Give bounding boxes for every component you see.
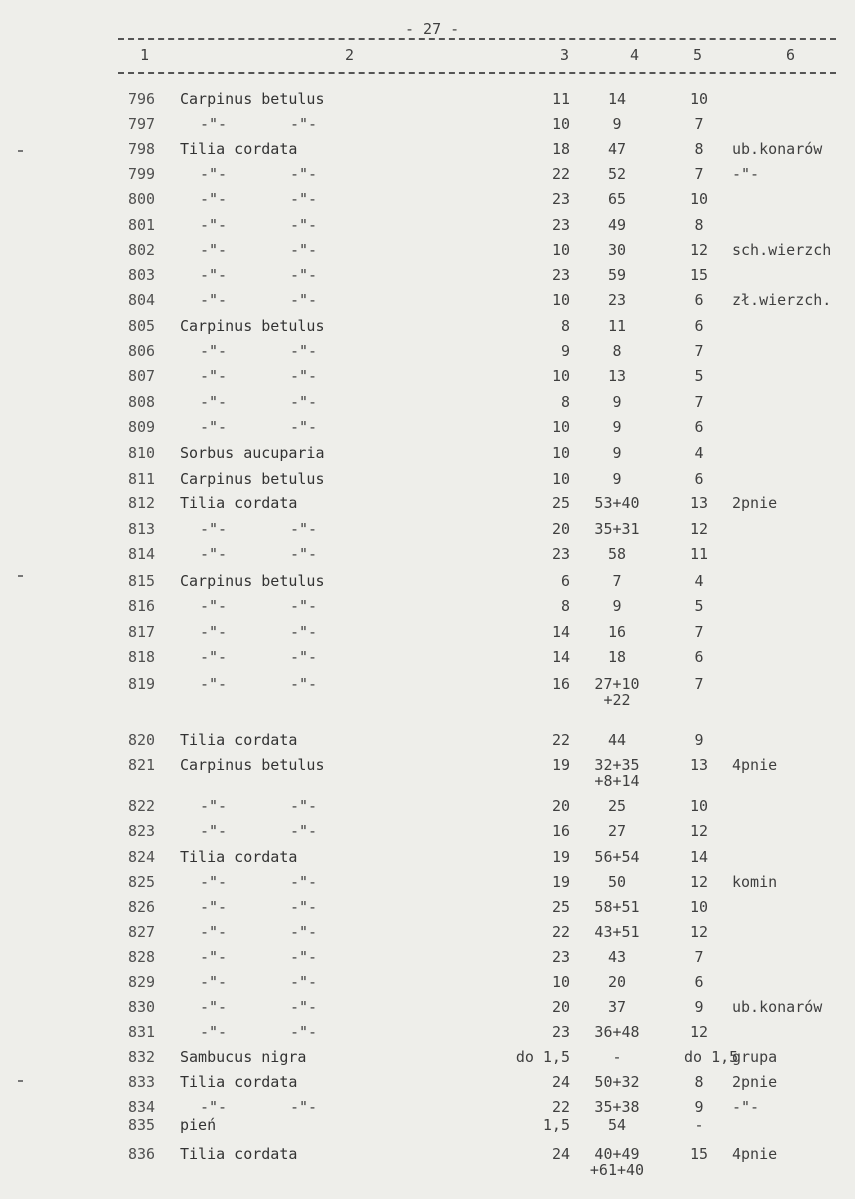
col-3-value: 8 <box>560 597 570 615</box>
ditto-mark: -"- <box>200 418 228 436</box>
ditto-mark: -"- <box>200 367 228 385</box>
col-5-value: 15 <box>689 1145 709 1163</box>
col-4-value: 18 <box>607 648 627 666</box>
col-3-value: 14 <box>551 648 570 666</box>
col-4-value: 9 <box>612 444 622 462</box>
row-number: 797 <box>128 115 156 133</box>
ditto-mark: -"- <box>290 973 318 991</box>
ditto-mark: -"- <box>200 115 228 133</box>
ditto-mark: -"- <box>290 216 318 234</box>
col-3-value: 20 <box>551 520 570 538</box>
col-5-value: 12 <box>689 822 709 840</box>
col-5-value: 7 <box>694 115 704 133</box>
note: grupa <box>732 1048 778 1066</box>
row-number: 834 <box>128 1098 156 1116</box>
ditto-mark: -"- <box>200 597 228 615</box>
ditto-mark: -"- <box>200 216 228 234</box>
col-4-value: 32+35 <box>594 756 640 774</box>
col-4-value: 16 <box>607 623 627 641</box>
col-3-value: 23 <box>551 545 570 563</box>
col-5-value: 6 <box>694 418 704 436</box>
ditto-mark: -"- <box>200 898 228 916</box>
row-number: 832 <box>128 1048 156 1066</box>
table-row <box>0 317 855 342</box>
row-number: 830 <box>128 998 156 1016</box>
col-4-value: 56+54 <box>594 848 640 866</box>
table-row <box>0 756 855 790</box>
row-number: 796 <box>128 90 156 108</box>
header-col-2: 2 <box>345 46 355 64</box>
col-4-value: 50 <box>607 873 627 891</box>
ditto-mark: -"- <box>290 367 318 385</box>
ditto-mark: -"- <box>290 1098 318 1116</box>
table-row <box>0 998 855 1023</box>
table-row <box>0 1023 855 1048</box>
col-5-value: - <box>694 1116 704 1134</box>
col-4-value: 8 <box>612 342 622 360</box>
col-3-value: 9 <box>560 342 570 360</box>
col-4-value: 65 <box>607 190 627 208</box>
species-name: Tilia cordata <box>180 494 298 512</box>
note: ub.konarów <box>732 140 823 158</box>
col-3-value: 20 <box>551 797 570 815</box>
col-4-value: 14 <box>607 90 627 108</box>
col-5-value: 9 <box>694 998 704 1016</box>
col-4-value: 30 <box>607 241 627 259</box>
row-number: 835 <box>128 1116 156 1134</box>
species-name: Carpinus betulus <box>180 572 325 590</box>
table-row <box>0 623 855 648</box>
row-number: 805 <box>128 317 156 335</box>
col-5-value: 10 <box>689 898 709 916</box>
ditto-mark: -"- <box>200 393 228 411</box>
table-row <box>0 675 855 709</box>
ditto-mark: -"- <box>290 998 318 1016</box>
species-name: Carpinus betulus <box>180 756 325 774</box>
col-5-value: 13 <box>689 756 709 774</box>
header-col-6: 6 <box>786 46 796 64</box>
col-5-value: 10 <box>689 190 709 208</box>
col-5-value: 12 <box>689 520 709 538</box>
col-5-value: 12 <box>689 873 709 891</box>
ditto-mark: -"- <box>290 923 318 941</box>
col-4-value: 35+38 <box>594 1098 640 1116</box>
col-3-value: 10 <box>551 241 570 259</box>
ditto-mark: -"- <box>200 998 228 1016</box>
col-3-value: 8 <box>560 317 570 335</box>
col-4-value: 20 <box>607 973 627 991</box>
col-5-value: 8 <box>694 1073 704 1091</box>
col-4-value: 53+40 <box>594 494 640 512</box>
table-row <box>0 797 855 822</box>
species-name: Carpinus betulus <box>180 470 325 488</box>
ditto-mark: -"- <box>290 898 318 916</box>
col-5-value: 6 <box>694 470 704 488</box>
ditto-mark: -"- <box>290 1023 318 1041</box>
col-4-value: 49 <box>607 216 627 234</box>
species-name: Carpinus betulus <box>180 90 325 108</box>
ditto-mark: -"- <box>200 520 228 538</box>
col-5-value: 10 <box>689 797 709 815</box>
col-3-value: 22 <box>551 1098 570 1116</box>
table-row <box>0 898 855 923</box>
table-row <box>0 367 855 392</box>
col-4-continuation: +22 <box>603 691 631 709</box>
table-row <box>0 393 855 418</box>
col-3-value: 22 <box>551 731 570 749</box>
ditto-mark: -"- <box>200 797 228 815</box>
col-5-value: 8 <box>694 140 704 158</box>
col-4-value: 40+49 <box>594 1145 640 1163</box>
table-row <box>0 545 855 570</box>
col-4-value: 54 <box>607 1116 627 1134</box>
col-5-value: 12 <box>689 923 709 941</box>
ditto-mark: -"- <box>290 291 318 309</box>
table-row <box>0 572 855 597</box>
header-col-1: 1 <box>140 46 150 64</box>
col-3-value: 1,5 <box>542 1116 570 1134</box>
ditto-mark: -"- <box>290 623 318 641</box>
table-row <box>0 90 855 115</box>
col-3-value: 23 <box>551 190 570 208</box>
col-3-value: 24 <box>551 1145 570 1163</box>
row-number: 836 <box>128 1145 156 1163</box>
row-number: 807 <box>128 367 156 385</box>
species-name: Tilia cordata <box>180 731 298 749</box>
col-4-value: 37 <box>607 998 627 1016</box>
species-name: Tilia cordata <box>180 1145 298 1163</box>
col-4-value: 43+51 <box>594 923 640 941</box>
table-row <box>0 648 855 673</box>
ditto-mark: -"- <box>290 520 318 538</box>
table-row <box>0 190 855 215</box>
page-number: - 27 - <box>405 20 460 38</box>
table-row <box>0 494 855 519</box>
table-row <box>0 342 855 367</box>
row-number: 803 <box>128 266 156 284</box>
row-number: 814 <box>128 545 156 563</box>
ditto-mark: -"- <box>290 165 318 183</box>
table-row <box>0 418 855 443</box>
note: 4pnie <box>732 1145 778 1163</box>
col-3-value: 25 <box>551 898 570 916</box>
ditto-mark: -"- <box>200 190 228 208</box>
col-5-value: 7 <box>694 165 704 183</box>
table-row <box>0 1048 855 1073</box>
col-3-value: do 1,5 <box>515 1048 570 1066</box>
ditto-mark: -"- <box>200 822 228 840</box>
col-5-value: 6 <box>694 291 704 309</box>
col-5-value: 5 <box>694 597 704 615</box>
col-4-value: 52 <box>607 165 627 183</box>
ditto-mark: -"- <box>290 948 318 966</box>
ditto-mark: -"- <box>200 1098 228 1116</box>
col-3-value: 16 <box>551 675 570 693</box>
row-number: 827 <box>128 923 156 941</box>
col-4-value: 50+32 <box>594 1073 640 1091</box>
ditto-mark: -"- <box>290 597 318 615</box>
note: zł.wierzch. <box>732 291 832 309</box>
col-4-value: 27 <box>607 822 627 840</box>
row-number: 809 <box>128 418 156 436</box>
col-3-value: 10 <box>551 444 570 462</box>
col-4-value: 9 <box>612 418 622 436</box>
col-3-value: 22 <box>551 165 570 183</box>
col-3-value: 10 <box>551 418 570 436</box>
col-3-value: 19 <box>551 848 570 866</box>
col-5-value: 4 <box>694 444 704 462</box>
col-4-value: 35+31 <box>594 520 640 538</box>
table-row <box>0 731 855 756</box>
ditto-mark: -"- <box>200 165 228 183</box>
row-number: 824 <box>128 848 156 866</box>
row-number: 820 <box>128 731 156 749</box>
row-number: 819 <box>128 675 156 693</box>
ditto-mark: -"- <box>290 393 318 411</box>
col-4-continuation: +61+40 <box>589 1161 645 1179</box>
header-col-5: 5 <box>693 46 703 64</box>
table-row <box>0 1073 855 1098</box>
col-5-value: 7 <box>694 623 704 641</box>
col-3-value: 14 <box>551 623 570 641</box>
table-row <box>0 241 855 266</box>
species-name: Sambucus nigra <box>180 1048 307 1066</box>
ditto-mark: -"- <box>290 675 318 693</box>
col-3-value: 6 <box>560 572 570 590</box>
species-name: Tilia cordata <box>180 140 298 158</box>
col-5-value: 14 <box>689 848 709 866</box>
col-3-value: 20 <box>551 998 570 1016</box>
col-3-value: 22 <box>551 923 570 941</box>
col-5-value: 15 <box>689 266 709 284</box>
table-row <box>0 444 855 469</box>
col-5-value: 11 <box>689 545 709 563</box>
ditto-mark: -"- <box>290 545 318 563</box>
col-5-value: 6 <box>694 317 704 335</box>
species-name: Sorbus aucuparia <box>180 444 325 462</box>
col-3-value: 10 <box>551 291 570 309</box>
col-3-value: 11 <box>551 90 570 108</box>
col-3-value: 24 <box>551 1073 570 1091</box>
row-number: 817 <box>128 623 156 641</box>
col-4-value: 9 <box>612 597 622 615</box>
col-4-value: 27+10 <box>594 675 640 693</box>
row-number: 802 <box>128 241 156 259</box>
species-name: Tilia cordata <box>180 848 298 866</box>
ditto-mark: -"- <box>290 190 318 208</box>
note: -"- <box>732 1098 760 1116</box>
note: 4pnie <box>732 756 778 774</box>
col-5-value: 5 <box>694 367 704 385</box>
col-5-value: 10 <box>689 90 709 108</box>
table-row <box>0 291 855 316</box>
species-name: Tilia cordata <box>180 1073 298 1091</box>
table-row <box>0 470 855 495</box>
ditto-mark: -"- <box>290 648 318 666</box>
table-row <box>0 140 855 165</box>
header-col-4: 4 <box>630 46 640 64</box>
note: 2pnie <box>732 494 778 512</box>
row-number: 823 <box>128 822 156 840</box>
col-5-value: 7 <box>694 948 704 966</box>
col-3-value: 25 <box>551 494 570 512</box>
ditto-mark: -"- <box>290 797 318 815</box>
header-rule-bottom <box>118 72 836 74</box>
col-3-value: 23 <box>551 1023 570 1041</box>
row-number: 825 <box>128 873 156 891</box>
row-number: 812 <box>128 494 156 512</box>
col-3-value: 8 <box>560 393 570 411</box>
col-5-value: 7 <box>694 393 704 411</box>
col-4-value: 9 <box>612 393 622 411</box>
table-row <box>0 1145 855 1179</box>
col-4-value: - <box>612 1048 622 1066</box>
table-row <box>0 822 855 847</box>
col-3-value: 10 <box>551 973 570 991</box>
species-name: pień <box>180 1116 217 1134</box>
row-number: 800 <box>128 190 156 208</box>
col-4-value: 7 <box>612 572 622 590</box>
col-4-value: 9 <box>612 115 622 133</box>
note: komin <box>732 873 778 891</box>
col-3-value: 23 <box>551 216 570 234</box>
ditto-mark: -"- <box>290 266 318 284</box>
col-3-value: 18 <box>551 140 570 158</box>
row-number: 798 <box>128 140 156 158</box>
col-3-value: 10 <box>551 470 570 488</box>
col-5-value: 12 <box>689 1023 709 1041</box>
ditto-mark: -"- <box>290 418 318 436</box>
ditto-mark: -"- <box>290 241 318 259</box>
col-3-value: 10 <box>551 115 570 133</box>
col-5-value: 8 <box>694 216 704 234</box>
ditto-mark: -"- <box>200 623 228 641</box>
col-3-value: 10 <box>551 367 570 385</box>
ditto-mark: -"- <box>290 822 318 840</box>
species-name: Carpinus betulus <box>180 317 325 335</box>
header-col-3: 3 <box>560 46 570 64</box>
ditto-mark: -"- <box>200 675 228 693</box>
table-row <box>0 973 855 998</box>
col-4-value: 43 <box>607 948 627 966</box>
col-4-value: 36+48 <box>594 1023 640 1041</box>
col-5-value: do 1,5 <box>684 1048 739 1066</box>
note: 2pnie <box>732 1073 778 1091</box>
ditto-mark: -"- <box>200 948 228 966</box>
ditto-mark: -"- <box>200 291 228 309</box>
row-number: 821 <box>128 756 156 774</box>
table-row <box>0 520 855 545</box>
row-number: 829 <box>128 973 156 991</box>
col-4-value: 23 <box>607 291 627 309</box>
ditto-mark: -"- <box>200 923 228 941</box>
row-number: 833 <box>128 1073 156 1091</box>
row-number: 831 <box>128 1023 156 1041</box>
table-row <box>0 216 855 241</box>
table-row <box>0 266 855 291</box>
table-row <box>0 948 855 973</box>
note: ub.konarów <box>732 998 823 1016</box>
ditto-mark: -"- <box>200 973 228 991</box>
row-number: 806 <box>128 342 156 360</box>
row-number: 828 <box>128 948 156 966</box>
ditto-mark: -"- <box>290 342 318 360</box>
row-number: 813 <box>128 520 156 538</box>
col-5-value: 12 <box>689 241 709 259</box>
note: -"- <box>732 165 760 183</box>
col-4-continuation: +8+14 <box>594 772 640 790</box>
col-3-value: 19 <box>551 873 570 891</box>
col-5-value: 4 <box>694 572 704 590</box>
col-5-value: 7 <box>694 675 704 693</box>
ditto-mark: -"- <box>200 545 228 563</box>
ditto-mark: -"- <box>290 115 318 133</box>
table-row <box>0 1116 855 1141</box>
table-row <box>0 848 855 873</box>
row-number: 808 <box>128 393 156 411</box>
row-number: 810 <box>128 444 156 462</box>
col-3-value: 23 <box>551 948 570 966</box>
row-number: 811 <box>128 470 156 488</box>
ditto-mark: -"- <box>200 873 228 891</box>
col-4-value: 13 <box>607 367 627 385</box>
col-5-value: 9 <box>694 1098 704 1116</box>
row-number: 815 <box>128 572 156 590</box>
col-4-value: 11 <box>607 317 627 335</box>
col-4-value: 58+51 <box>594 898 640 916</box>
ditto-mark: -"- <box>200 241 228 259</box>
header-rule-top <box>118 38 836 40</box>
col-5-value: 13 <box>689 494 709 512</box>
col-5-value: 6 <box>694 648 704 666</box>
note: sch.wierzch <box>732 241 832 259</box>
col-3-value: 23 <box>551 266 570 284</box>
col-3-value: 19 <box>551 756 570 774</box>
table-row <box>0 115 855 140</box>
table-row <box>0 165 855 190</box>
ditto-mark: -"- <box>200 342 228 360</box>
col-4-value: 44 <box>607 731 627 749</box>
col-5-value: 7 <box>694 342 704 360</box>
col-4-value: 59 <box>607 266 627 284</box>
table-row <box>0 597 855 622</box>
row-number: 826 <box>128 898 156 916</box>
table-row <box>0 923 855 948</box>
col-5-value: 9 <box>694 731 704 749</box>
ditto-mark: -"- <box>290 873 318 891</box>
ditto-mark: -"- <box>200 266 228 284</box>
ditto-mark: -"- <box>200 1023 228 1041</box>
col-3-value: 16 <box>551 822 570 840</box>
row-number: 818 <box>128 648 156 666</box>
table-row <box>0 873 855 898</box>
col-4-value: 58 <box>607 545 627 563</box>
ditto-mark: -"- <box>200 648 228 666</box>
row-number: 799 <box>128 165 156 183</box>
col-4-value: 25 <box>607 797 627 815</box>
col-4-value: 9 <box>612 470 622 488</box>
row-number: 801 <box>128 216 156 234</box>
row-number: 816 <box>128 597 156 615</box>
row-number: 822 <box>128 797 156 815</box>
row-number: 804 <box>128 291 156 309</box>
col-5-value: 6 <box>694 973 704 991</box>
col-4-value: 47 <box>607 140 627 158</box>
